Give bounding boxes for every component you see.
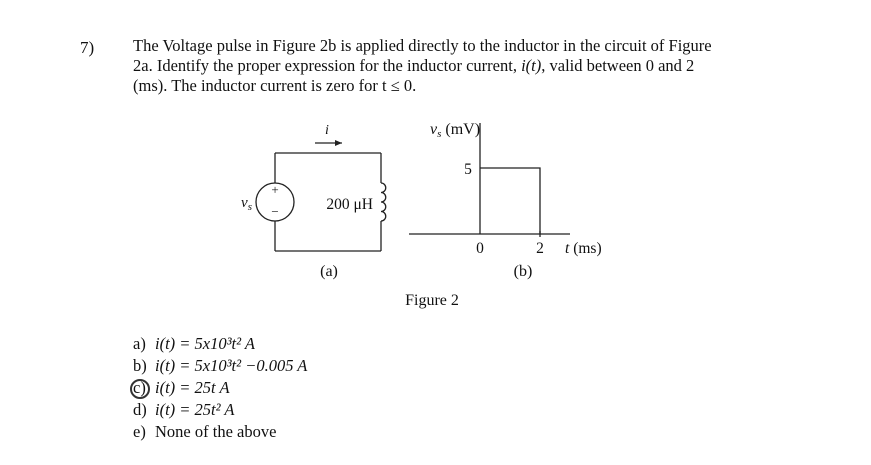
source-minus-sign: −	[271, 204, 279, 219]
inductor-label: 200 μH	[326, 196, 373, 213]
option-e-expression: None of the above	[155, 422, 277, 441]
pulse-line	[480, 168, 540, 234]
question-line-2-variable: i(t)	[521, 56, 542, 75]
option-d[interactable]	[133, 399, 307, 421]
y-tick-label: 5	[464, 161, 472, 178]
plot-y-label-sub: s	[437, 128, 442, 140]
selected-circle-icon	[130, 379, 150, 399]
question-line-2-end: , valid between 0 and 2	[541, 56, 695, 75]
figure-b-caption: (b)	[513, 263, 533, 280]
x-tick-label-2: 2	[536, 240, 544, 257]
pulse-plot	[409, 123, 570, 237]
option-a-expression: i(t) = 5x10³t² A	[155, 334, 255, 353]
option-c-label: c)	[133, 378, 146, 397]
option-a-label: a)	[133, 334, 146, 353]
option-b-expression: i(t) = 5x10³t² −0.005 A	[155, 356, 308, 375]
x-tick-label-0: 0	[476, 240, 484, 257]
question-number: 7)	[80, 38, 95, 57]
source-label	[241, 195, 252, 213]
plot-x-label-var: t	[565, 240, 570, 257]
question-line-3: (ms). The inductor current is zero for t ≤ 0.	[133, 76, 417, 95]
plot-y-label-var: v	[429, 121, 438, 138]
option-a[interactable]	[133, 333, 307, 355]
plot-y-label	[430, 121, 480, 140]
option-b[interactable]	[133, 355, 307, 377]
question-line-2-start: 2a. Identify the proper expression for the inductor current,	[133, 56, 522, 75]
plot-x-label	[565, 240, 602, 257]
option-b-label: b)	[133, 356, 147, 375]
plot-x-label-unit: (ms)	[569, 240, 602, 257]
source-label-var: v	[241, 195, 248, 211]
option-c-expression: i(t) = 25t A	[155, 378, 230, 397]
current-arrow-icon	[335, 140, 342, 146]
source-plus-sign: +	[271, 182, 279, 197]
option-e[interactable]	[133, 421, 307, 443]
question-line-1: The Voltage pulse in Figure 2b is applied directly to the inductor in the circuit of Figure	[133, 36, 712, 55]
current-label: i	[325, 123, 329, 138]
option-d-label: d)	[133, 400, 147, 419]
inductor-coil	[381, 183, 386, 221]
figure-caption: Figure 2	[405, 292, 459, 309]
option-d-expression: i(t) = 25t² A	[155, 400, 235, 419]
option-e-label: e)	[133, 422, 146, 441]
source-label-sub: s	[247, 201, 252, 213]
plot-y-label-unit: (mV)	[441, 121, 481, 138]
answer-options	[133, 333, 307, 443]
figure-a-caption: (a)	[320, 263, 338, 280]
option-c[interactable]	[133, 377, 307, 399]
